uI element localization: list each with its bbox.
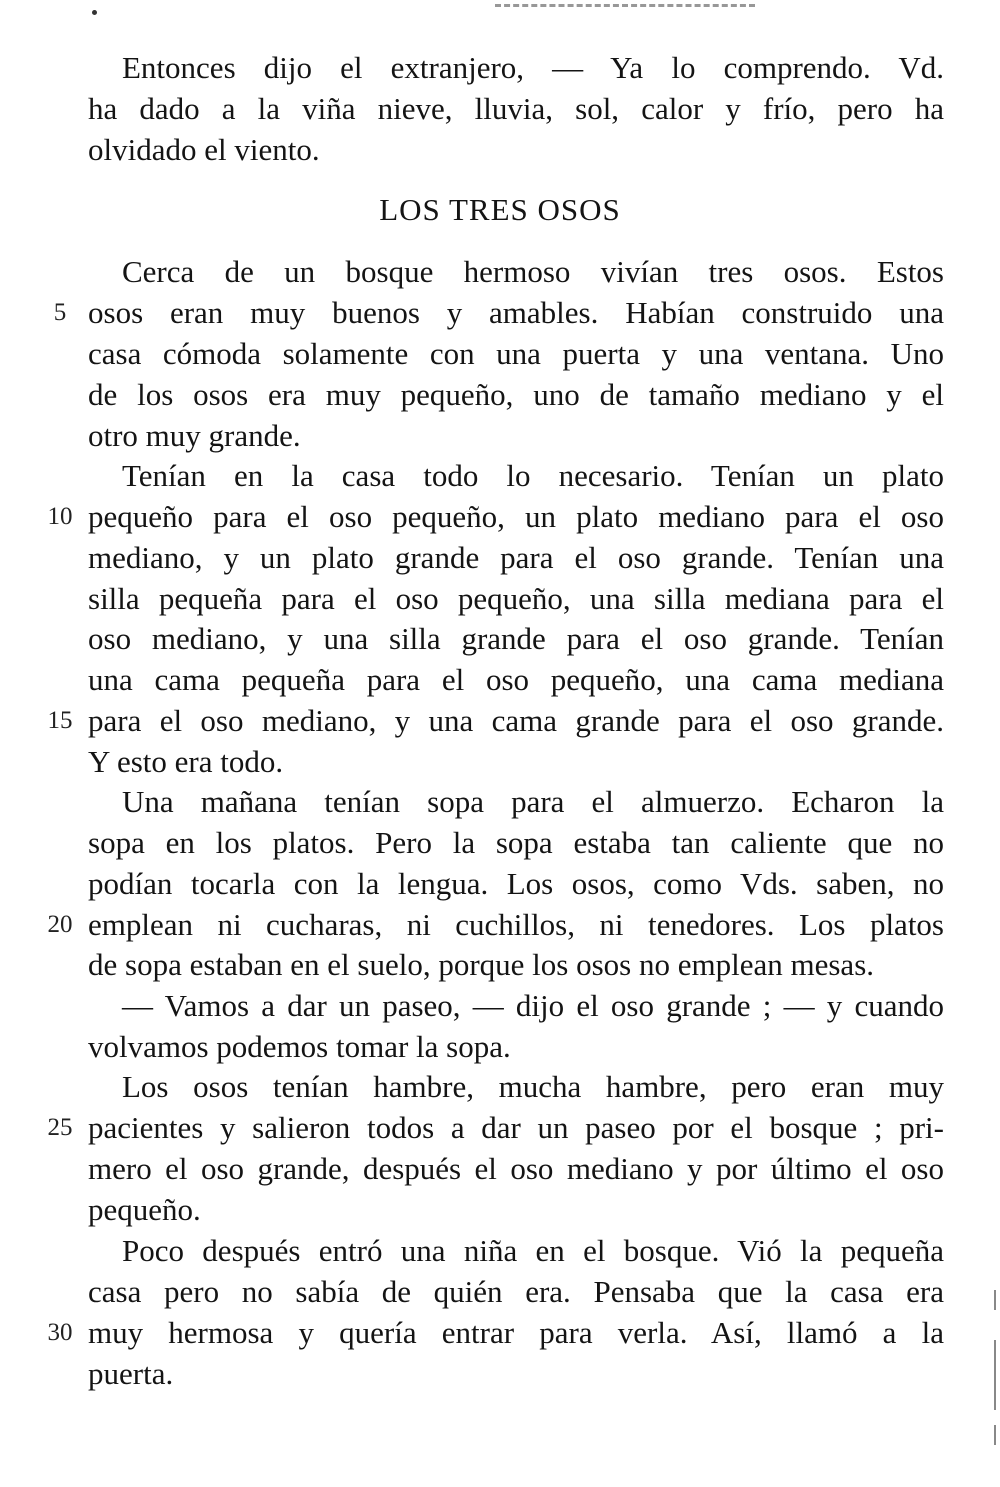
- line-text: pequeño para el oso pequeño, un plato mediano para el oso: [88, 499, 944, 534]
- line-text: puerta.: [88, 1356, 174, 1391]
- text-line: [0, 130, 1000, 170]
- line-number: 10: [47, 503, 73, 530]
- line-text: muy hermosa y quería entrar para verla. Así, llamó a la: [88, 1315, 944, 1350]
- line-text: oso mediano, y una silla grande para el oso grande. Tenían: [88, 621, 944, 656]
- text-line: [0, 660, 1000, 700]
- line-number: 20: [47, 911, 73, 938]
- text-line: [0, 986, 1000, 1026]
- line-text: Tenían en la casa todo lo necesario. Tenían un plato: [122, 458, 944, 493]
- line-text: emplean ni cucharas, ni cuchillos, ni tenedores. Los platos: [88, 907, 944, 942]
- text-line: [0, 538, 1000, 578]
- text-line: [0, 782, 1000, 822]
- line-text: mediano, y un plato grande para el oso grande. Tenían una: [88, 540, 944, 575]
- section-heading: LOS TRES OSOS: [379, 192, 621, 227]
- text-line: [0, 375, 1000, 415]
- line-text: otro muy grande.: [88, 418, 301, 453]
- text-line: [0, 1067, 1000, 1107]
- text-line: [0, 864, 1000, 904]
- line-text: olvidado el viento.: [88, 132, 320, 167]
- text-line: [0, 1231, 1000, 1271]
- edge-mark: [994, 1340, 996, 1410]
- line-text: ha dado a la viña nieve, lluvia, sol, calor y frío, pero ha: [88, 91, 944, 126]
- line-text: pequeño.: [88, 1192, 201, 1227]
- line-text: Cerca de un bosque hermoso vivían tres osos. Estos: [122, 254, 944, 289]
- line-text: Poco después entró una niña en el bosque. Vió la pequeña: [122, 1233, 944, 1268]
- line-text: de sopa estaban en el suelo, porque los osos no emplean mesas.: [88, 947, 875, 982]
- text-line: [0, 905, 1000, 945]
- text-line: [0, 334, 1000, 374]
- line-text: silla pequeña para el oso pequeño, una silla mediana para el: [88, 581, 944, 616]
- line-number: 25: [47, 1114, 73, 1141]
- line-text: para el oso mediano, y una cama grande para el oso grande.: [88, 703, 944, 738]
- line-text: — Vamos a dar un paseo, — dijo el oso grande ; — y cuando: [122, 988, 944, 1023]
- text-line: [0, 252, 1000, 292]
- line-number: 15: [47, 707, 73, 734]
- text-line: [0, 1190, 1000, 1230]
- line-text: de los osos era muy pequeño, uno de tamaño mediano y el: [88, 377, 944, 412]
- line-text: Una mañana tenían sopa para el almuerzo. Echaron la: [122, 784, 944, 819]
- text-line: [0, 823, 1000, 863]
- line-number: 30: [47, 1319, 73, 1346]
- line-text: casa pero no sabía de quién era. Pensaba que la casa era: [88, 1274, 944, 1309]
- text-line: [0, 416, 1000, 456]
- line-text: osos eran muy buenos y amables. Habían construido una: [88, 295, 944, 330]
- line-text: una cama pequeña para el oso pequeño, una cama mediana: [88, 662, 944, 697]
- text-line: [0, 1027, 1000, 1067]
- text-line: [0, 945, 1000, 985]
- text-line: [0, 293, 1000, 333]
- text-line: [0, 456, 1000, 496]
- ink-mark: [92, 10, 97, 15]
- text-line: [0, 48, 1000, 88]
- text-line: [0, 89, 1000, 129]
- line-text: Y esto era todo.: [88, 744, 284, 779]
- running-header-rule: [495, 4, 755, 11]
- edge-mark: [994, 1425, 996, 1445]
- text-line: [0, 1354, 1000, 1394]
- text-line: [0, 579, 1000, 619]
- line-text: sopa en los platos. Pero la sopa estaba tan caliente que no: [88, 825, 944, 860]
- text-line: [0, 742, 1000, 782]
- text-line: [0, 497, 1000, 537]
- text-line: [0, 1149, 1000, 1189]
- line-text: pacientes y salieron todos a dar un paseo por el bosque ; pri-: [88, 1110, 944, 1145]
- text-line: [0, 701, 1000, 741]
- line-number: 5: [53, 299, 67, 326]
- line-text: mero el oso grande, después el oso mediano y por último el oso: [88, 1151, 944, 1186]
- line-text: Entonces dijo el extranjero, — Ya lo comprendo. Vd.: [122, 50, 944, 85]
- line-text: podían tocarla con la lengua. Los osos, como Vds. saben, no: [88, 866, 944, 901]
- line-text: casa cómoda solamente con una puerta y una ventana. Uno: [88, 336, 944, 371]
- text-line: [0, 1108, 1000, 1148]
- line-text: Los osos tenían hambre, mucha hambre, pero eran muy: [122, 1069, 944, 1104]
- text-line: [0, 1313, 1000, 1353]
- text-line: [0, 1272, 1000, 1312]
- text-line: [0, 619, 1000, 659]
- line-text: volvamos podemos tomar la sopa.: [88, 1029, 511, 1064]
- edge-mark: [994, 1290, 996, 1310]
